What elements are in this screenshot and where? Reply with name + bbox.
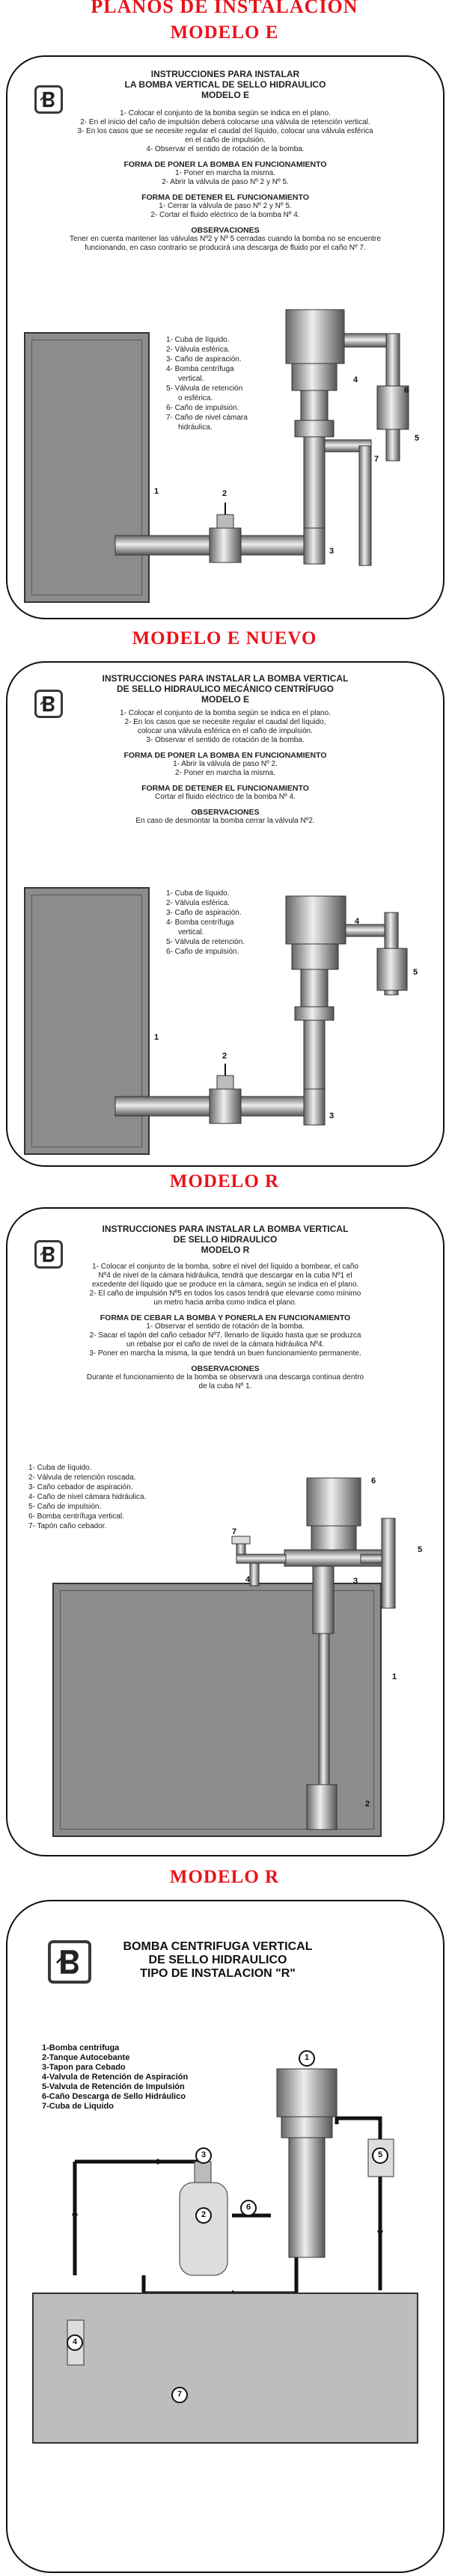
install-step: 2- En los casos que se necesite regular el caudal del líquido, xyxy=(124,718,326,726)
heading-line: BOMBA CENTRIFUGA VERTICAL xyxy=(123,1940,313,1953)
start-step: 1- Observar el sentido de rotación de la bomba. xyxy=(146,1322,305,1331)
card-modelo-r-diagram xyxy=(6,1900,445,2573)
legend-item: 4- Bomba centrífuga xyxy=(166,365,234,373)
legend-item: 3-Tapon para Cebado xyxy=(42,2063,126,2072)
pump-installation-diagram xyxy=(7,1456,443,1844)
callout-4: 4 xyxy=(245,1575,251,1584)
heading-line: INSTRUCCIONES PARA INSTALAR LA BOMBA VERTICAL xyxy=(102,1224,349,1234)
callout-4: 4 xyxy=(353,375,358,384)
legend-item: 5- Válvula de retención xyxy=(166,384,243,393)
install-step: Nº4 de nivel de la cámara hidráulica, tendrá que descargar en la cuba Nº1 el xyxy=(98,1272,352,1280)
stop-step: 2- Cortar el fluido eléctrico de la bomba Nº 4. xyxy=(150,211,300,219)
callout-1: 1 xyxy=(154,487,159,496)
legend-item: 7- Tapón caño cebador. xyxy=(28,1522,107,1530)
legend-item: 4- Caño de nivel cámara hidráulica. xyxy=(28,1493,147,1501)
legend-item: 2- Válvula esférica. xyxy=(166,899,230,907)
heading-line: INSTRUCCIONES PARA INSTALAR xyxy=(150,69,300,79)
legend-item: 2- Válvula esférica. xyxy=(166,346,230,354)
start-step: 1- Abrir la válvula de paso Nº 2. xyxy=(173,760,278,768)
install-step: un metro hacia arriba como indica el plano. xyxy=(153,1298,297,1307)
observation-line: Tener en cuenta mantener las válvulas Nº2 y Nº 5 cerradas cuando la bomba no se encuentre xyxy=(70,235,381,243)
legend-item: vertical. xyxy=(178,928,204,936)
legend-item: hidráulica. xyxy=(178,423,213,432)
instructions-block xyxy=(52,1224,398,1391)
schematic-diagram xyxy=(7,1901,443,2572)
legend-item: 7-Cuba de Liquido xyxy=(42,2102,114,2111)
install-step: 1- Colocar el conjunto de la bomba según se indica en el plano. xyxy=(120,709,331,717)
stop-step: Cortar el fluido eléctrico de la bomba Nº 4. xyxy=(155,793,296,801)
callout-6: 6 xyxy=(404,386,409,395)
section-title-modelo-e: MODELO E xyxy=(170,22,279,43)
start-heading: FORMA DE PONER LA BOMBA EN FUNCIONAMIENTO xyxy=(123,160,327,169)
callout-1: 1 xyxy=(305,2053,310,2062)
card-modelo-e xyxy=(6,55,445,619)
observations-heading: OBSERVACIONES xyxy=(191,1364,260,1373)
legend-item: 6- Bomba centrífuga vertical. xyxy=(28,1512,124,1521)
install-step: excedente del líquido que se produce en la cámara, según se indica en el plano. xyxy=(91,1281,359,1289)
stop-step: 1- Cerrar la válvula de paso Nº 2 y Nº 5. xyxy=(159,202,292,210)
stop-heading: FORMA DE DETENER EL FUNCIONAMIENTO xyxy=(141,784,309,793)
legend-item: 1- Cuba de líquido. xyxy=(166,889,230,898)
legend-item: 1-Bomba centrifuga xyxy=(42,2043,120,2052)
install-step: 2- El caño de impulsión Nº5 en todos los casos tendrá que elevarse como mínimo xyxy=(89,1289,361,1298)
legend-item: 6- Caño de impulsión. xyxy=(166,948,239,956)
observation-line: funcionando, en caso contrario se producirá una descarga de fluido por el caño Nº 7. xyxy=(85,244,366,252)
callout-6: 6 xyxy=(246,2203,251,2212)
start-step: 2- Sacar el tapón del caño cebador Nº7, llenarlo de líquido hasta que se produzca xyxy=(89,1331,361,1340)
callout-5: 5 xyxy=(418,1545,423,1554)
install-step: 4- Observar el sentido de rotación de la bomba. xyxy=(146,145,305,153)
start-step: 2- Abrir la válvula de paso Nº 2 y Nº 5. xyxy=(162,178,289,186)
callout-2: 2 xyxy=(365,1800,370,1809)
legend-item: 3- Caño cebador de aspiración. xyxy=(28,1483,133,1491)
start-step: 1- Poner en marcha la misma. xyxy=(175,169,275,177)
callout-4: 4 xyxy=(355,917,360,926)
callout-7: 7 xyxy=(374,455,379,464)
install-step: 1- Colocar el conjunto de la bomba según se indica en el plano. xyxy=(120,109,331,117)
start-step: 2- Poner en marcha la misma. xyxy=(175,769,275,777)
stop-heading: FORMA DE DETENER EL FUNCIONAMIENTO xyxy=(141,193,309,202)
legend-item: 6- Caño de impulsión. xyxy=(166,404,239,412)
heading-line: DE SELLO HIDRAULICO xyxy=(148,1954,287,1966)
callout-2: 2 xyxy=(222,489,227,498)
heading-line: DE SELLO HIDRAULICO MECÁNICO CENTRÍFUGO xyxy=(117,684,334,694)
callout-3: 3 xyxy=(329,1111,335,1120)
start-heading: FORMA DE CEBAR LA BOMBA Y PONERLA EN FUNCIONAMIENTO xyxy=(100,1313,351,1322)
legend-item: 6-Caño Descarga de Sello Hidráulico xyxy=(42,2092,186,2101)
callout-5: 5 xyxy=(378,2150,383,2159)
observation-line: de la cuba Nº 1. xyxy=(198,1382,252,1390)
legend-item: 1- Cuba de líquido. xyxy=(166,336,230,344)
install-step: colocar una válvula esférica en el caño de impulsión. xyxy=(137,727,314,735)
callout-7: 7 xyxy=(232,1527,237,1536)
callout-4: 4 xyxy=(73,2337,78,2346)
legend-item: 5- Válvula de retención. xyxy=(166,938,245,946)
heading-line: DE SELLO HIDRAULICO xyxy=(173,1234,278,1245)
instructions-block xyxy=(52,673,398,826)
section-title-modelo-r-2: MODELO R xyxy=(169,1867,280,1887)
page-title: PLANOS DE INSTALACION xyxy=(91,0,358,17)
start-step: 3- Poner en marcha la misma, la que tendrá un buen funcionamiento permanente. xyxy=(89,1349,361,1358)
observations-heading: OBSERVACIONES xyxy=(191,226,260,235)
callout-5: 5 xyxy=(415,434,420,443)
observation-line: Durante el funcionamiento de la bomba se observará una descarga continua dentro xyxy=(86,1373,364,1381)
legend-item: o esférica. xyxy=(178,394,213,402)
card-modelo-e-nuevo xyxy=(6,661,445,1167)
section-title-modelo-e-nuevo: MODELO E NUEVO xyxy=(132,628,317,648)
callout-1: 1 xyxy=(392,1672,397,1681)
heading-line: INSTRUCCIONES PARA INSTALAR LA BOMBA VERTICAL xyxy=(102,673,349,684)
observations-heading: OBSERVACIONES xyxy=(191,808,260,817)
card-modelo-r xyxy=(6,1207,445,1856)
install-step: 2- En el inicio del caño de impulsión deberá colocarse una válvula de retención vertical. xyxy=(80,118,370,126)
heading-line: TIPO DE INSTALACION "R" xyxy=(140,1967,296,1980)
callout-3: 3 xyxy=(329,547,335,556)
legend-item: 1- Cuba de líquido. xyxy=(28,1464,92,1472)
observation-line: En caso de desmontar la bomba cerrar la válvula Nº2. xyxy=(135,817,315,825)
legend-item: 4-Valvula de Retención de Aspiración xyxy=(42,2073,189,2082)
callout-3: 3 xyxy=(353,1577,358,1586)
legend-item: 2- Válvula de retención roscada. xyxy=(28,1473,136,1482)
legend-item: 3- Caño de aspiración. xyxy=(166,355,242,364)
callout-6: 6 xyxy=(371,1476,376,1485)
legend-item: 2-Tanque Autocebante xyxy=(42,2053,130,2062)
legend-item: 4- Bomba centrífuga xyxy=(166,919,234,927)
start-heading: FORMA DE PONER LA BOMBA EN FUNCIONAMIENTO xyxy=(123,751,327,760)
install-step: en el caño de impulsión. xyxy=(185,136,266,144)
legend-item: vertical. xyxy=(178,375,204,383)
section-title-modelo-r: MODELO R xyxy=(169,1171,280,1192)
start-step: un rebalse por el caño de nivel de la cámara hidráulica Nº4. xyxy=(126,1340,325,1349)
pump-installation-diagram xyxy=(7,880,443,1164)
heading-line: MODELO E xyxy=(201,694,249,705)
callout-5: 5 xyxy=(413,968,418,977)
legend-item: 5-Valvula de Retención de Impulsión xyxy=(42,2082,185,2091)
heading-line: MODELO E xyxy=(201,90,249,100)
callout-2: 2 xyxy=(201,2210,207,2219)
install-step: 3- Observar el sentido de rotación de la bomba. xyxy=(146,736,305,744)
callout-7: 7 xyxy=(177,2390,183,2399)
callout-3: 3 xyxy=(201,2150,207,2159)
install-step: 1- Colocar el conjunto de la bomba, sobre el nivel del líquido a bombear, el caño xyxy=(92,1263,358,1271)
heading-line: LA BOMBA VERTICAL DE SELLO HIDRAULICO xyxy=(124,79,326,90)
callout-2: 2 xyxy=(222,1052,227,1061)
legend-item: 3- Caño de aspiración. xyxy=(166,909,242,917)
instructions-block xyxy=(52,69,398,253)
legend-item: 7- Caño de nivel cámara xyxy=(166,414,248,422)
callout-1: 1 xyxy=(154,1033,159,1042)
legend-item: 5- Caño de impulsión. xyxy=(28,1503,102,1511)
install-step: 3- En los casos que se necesite regular el caudal del líquido, colocar una válvula esférica xyxy=(77,127,373,135)
heading-line: MODELO R xyxy=(201,1245,250,1255)
